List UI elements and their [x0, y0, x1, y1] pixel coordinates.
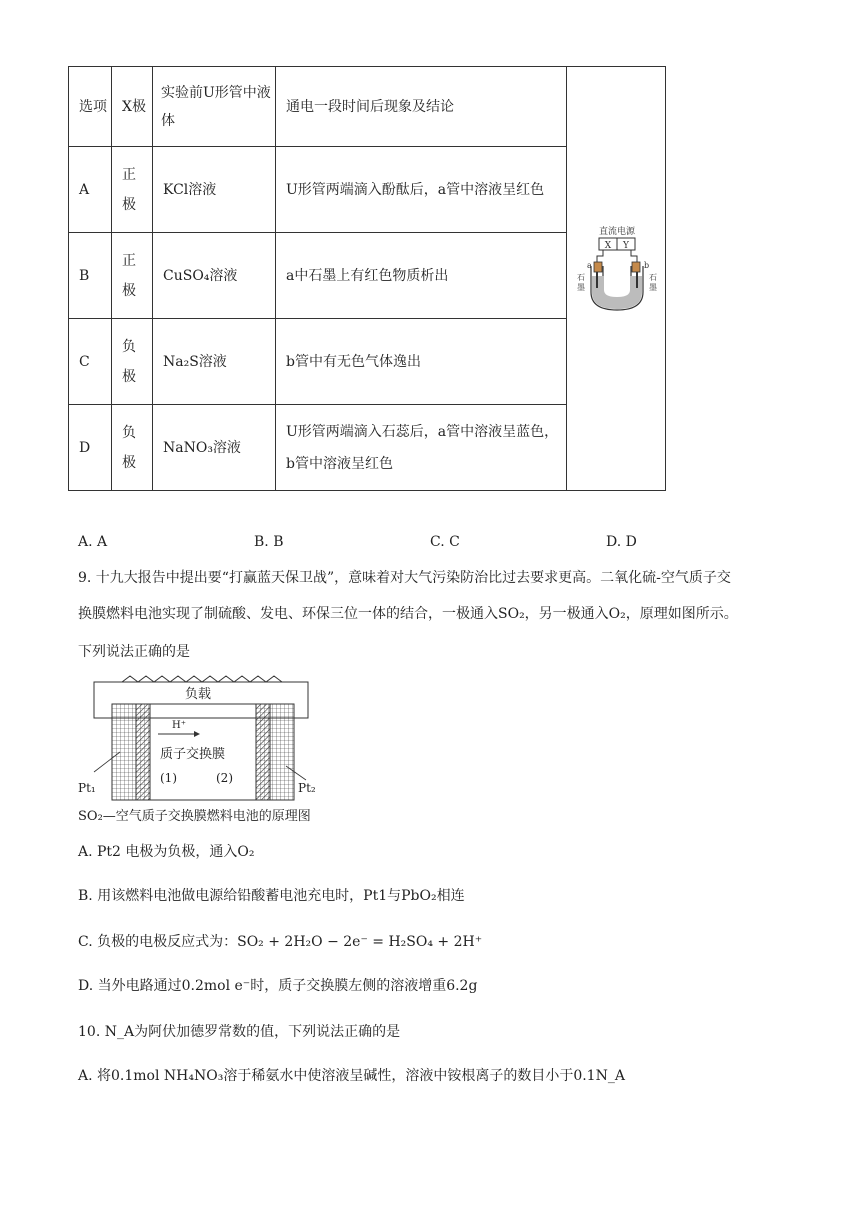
power-label: 直流电源 — [598, 226, 636, 237]
region-2-label: (2) — [216, 771, 233, 785]
q9-stem-line1: 9. 十九大报告中提出要“打赢蓝天保卫战”，意味着对大气污染防治比过去要求更高。二氧化硫-空气质子交 — [78, 570, 731, 586]
header-result: 通电一段时间后现象及结论 — [276, 67, 567, 147]
row-b-liquid: CuSO₄溶液 — [153, 233, 276, 319]
row-b-result: a中石墨上有红色物质析出 — [276, 233, 567, 319]
question-8-table — [68, 66, 666, 491]
q9-option-b[interactable]: B. 用该燃料电池做电源给铅酸蓄电池充电时，Pt1与PbO₂相连 — [78, 888, 465, 904]
region-1-label: (1) — [160, 771, 177, 785]
q9-option-d[interactable]: D. 当外电路通过0.2mol e⁻时，质子交换膜左侧的溶液增重6.2g — [78, 978, 478, 994]
b-label: b — [644, 260, 650, 270]
row-c-electrode: 负极 — [112, 319, 153, 405]
header-option: 选项 — [69, 67, 112, 147]
fuel-cell-figure — [76, 668, 346, 828]
q10-stem: 10. N_A为阿伏加德罗常数的值，下列说法正确的是 — [78, 1024, 401, 1040]
graphite-left-1: 石 — [577, 272, 585, 282]
a-label: a — [587, 260, 592, 270]
q10-option-a[interactable]: A. 将0.1mol NH₄NO₃溶于稀氨水中使溶液呈碱性，溶液中铵根离子的数目小于0.1N_A — [78, 1068, 625, 1084]
q8-choice-a[interactable]: A. A — [78, 534, 108, 550]
row-d-result: U形管两端滴入石蕊后，a管中溶液呈蓝色，b管中溶液呈红色 — [276, 405, 567, 491]
q9-option-c[interactable]: C. 负极的电极反应式为：SO₂ + 2H₂O − 2e⁻ = H₂SO₄ + 2H⁺ — [78, 934, 483, 950]
membrane-label: 质子交换膜 — [160, 747, 226, 762]
row-d-electrode: 负极 — [112, 405, 153, 491]
row-b-option: B — [69, 233, 112, 319]
y-terminal-label: Y — [623, 240, 629, 251]
q9-option-a[interactable]: A. Pt2 电极为负极，通入O₂ — [78, 844, 255, 860]
row-d-liquid: NaNO₃溶液 — [153, 405, 276, 491]
x-terminal-label: X — [604, 240, 612, 251]
load-label: 负载 — [184, 687, 212, 702]
q8-choice-b[interactable]: B. B — [254, 534, 284, 550]
row-a-electrode: 正极 — [112, 147, 153, 233]
q8-choice-d[interactable]: D. D — [606, 534, 637, 550]
pt1-label: Pt₁ — [78, 781, 96, 795]
row-a-result: U形管两端滴入酚酞后，a管中溶液呈红色 — [276, 147, 567, 233]
row-d-option: D — [69, 405, 112, 491]
graphite-right-1: 石 — [649, 272, 657, 282]
row-b-electrode: 正极 — [112, 233, 153, 319]
pt2-label: Pt₂ — [298, 781, 316, 795]
header-x-electrode: X极 — [112, 67, 153, 147]
electrolysis-u-tube-figure — [567, 222, 665, 322]
row-c-liquid: Na₂S溶液 — [153, 319, 276, 405]
q8-choice-c[interactable]: C. C — [430, 534, 460, 550]
q9-stem-line2: 换膜燃料电池实现了制硫酸、发电、环保三位一体的结合，一极通入SO₂，另一极通入O₂，原理如图所示。 — [78, 606, 738, 622]
h-plus-label: H⁺ — [172, 720, 186, 731]
row-c-option: C — [69, 319, 112, 405]
graphite-left-2: 墨 — [577, 282, 585, 292]
row-c-result: b管中有无色气体逸出 — [276, 319, 567, 405]
row-a-liquid: KCl溶液 — [153, 147, 276, 233]
electrolysis-figure-cell — [567, 67, 666, 491]
graphite-right-2: 墨 — [649, 282, 657, 292]
header-liquid: 实验前U形管中液体 — [153, 67, 276, 147]
figure-caption: SO₂—空气质子交换膜燃料电池的原理图 — [78, 809, 311, 824]
q9-stem-line3: 下列说法正确的是 — [78, 644, 190, 660]
row-a-option: A — [69, 147, 112, 233]
